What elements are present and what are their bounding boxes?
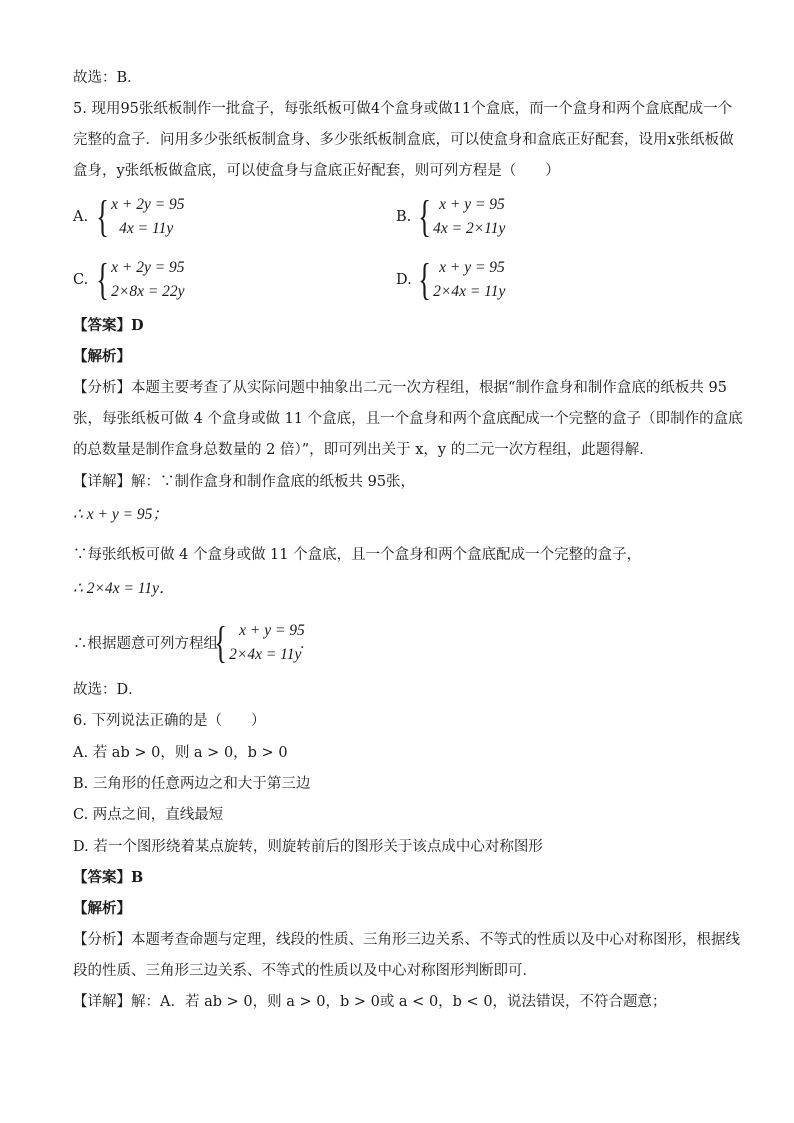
detail-6-line-1: 【详解】解：A．若 ab > 0，则 a > 0，b > 0或 a < 0，b < 0，说法错误，不符合题意； — [73, 994, 667, 1010]
answer-system-row-2: 2×4x = 11y — [229, 646, 302, 663]
brace-icon: { — [96, 192, 109, 241]
because-line: ∵每张纸板可做 4 个盒身或做 11 个盒底，且一个盒身和两个盒底配成一个完整的盒子， — [73, 547, 642, 563]
option-d-row-2: 2×4x = 11y — [433, 283, 506, 300]
option-a-label: A. — [73, 209, 89, 225]
question-6-option-d: D. 若一个图形绕着某点旋转，则旋转前后的图形关于该点成中心对称图形 — [73, 839, 543, 855]
analysis-5-line-2: 张，每张纸板可做 4 个盒身或做 11 个盒底，且一个盒身和两个盒底配成一个完整的盒子（即制作的盒底 — [73, 411, 743, 427]
system-end: ． — [300, 636, 315, 652]
analysis-5-line-3: 的总数量是制作盒身总数量的 2 倍）”，即可列出关于 x，y 的二元一次方程组，此题得解． — [73, 442, 654, 458]
analysis-5-line-1: 【分析】本题主要考查了从实际问题中抽象出二元一次方程组，根据“制作盒身和制作盒底的纸板共 95 — [73, 380, 727, 396]
answer-5: 【答案】D — [73, 317, 144, 334]
option-d-row-1: x + y = 95 — [439, 259, 505, 276]
analysis-6-line-1: 【分析】本题考查命题与定理，线段的性质、三角形三边关系、不等式的性质以及中心对称图形，根据线 — [73, 932, 740, 948]
brace-icon: { — [96, 255, 109, 304]
equation-2: ∴ 2×4x = 11y． — [73, 580, 175, 597]
question-6: 6. 下列说法正确的是（ ） — [73, 713, 266, 729]
question-6-option-c: C. 两点之间，直线最短 — [73, 807, 224, 823]
question-5-line-3: 盒身，y张纸板做盒底，可以使盒身与盒底正好配套，则可列方程是（ ） — [73, 163, 560, 179]
answer-line-2: 故选：D． — [73, 682, 143, 698]
answer-line: 故选：B． — [73, 70, 142, 86]
system-prefix: ∴根据题意可列方程组 — [73, 636, 218, 652]
brace-icon: { — [418, 192, 431, 241]
analysis-6-heading: 【解析】 — [73, 900, 131, 917]
brace-icon: { — [418, 255, 431, 304]
question-5-line-2: 完整的盒子．问用多少张纸板制盒身、多少张纸板制盒底，可以使盒身和盒底正好配套，设用x张纸板做 — [73, 132, 734, 148]
option-c-label: C. — [73, 272, 89, 288]
option-d-label: D. — [396, 272, 412, 288]
option-c-row-2: 2×8x = 22y — [111, 283, 185, 300]
analysis-5-heading: 【解析】 — [73, 348, 131, 365]
option-c-row-1: x + 2y = 95 — [111, 259, 185, 276]
option-c-system — [92, 256, 185, 304]
option-b-row-2: 4x = 2×11y — [433, 220, 506, 237]
option-b-system — [414, 193, 505, 241]
option-d-system — [414, 256, 505, 304]
answer-6: 【答案】B — [73, 869, 144, 886]
brace-icon: { — [214, 618, 227, 667]
option-a-system — [92, 193, 185, 241]
analysis-6-line-2: 段的性质、三角形三边关系、不等式的性质以及中心对称图形判断即可． — [73, 963, 537, 979]
equation-1: ∴ x + y = 95； — [73, 506, 168, 523]
question-6-option-a: A. 若 ab > 0，则 a > 0，b > 0 — [73, 745, 288, 761]
detail-5-line-1: 【详解】解：∵制作盒身和制作盒底的纸板共 95张， — [73, 474, 416, 490]
question-6-option-b: B. 三角形的任意两边之和大于第三边 — [73, 776, 311, 792]
question-5-line-1: 5. 现用95张纸板制作一批盒子，每张纸板可做4个盒身或做11个盒底，而一个盒身和两个盒底配成一个 — [73, 101, 733, 117]
answer-system-row-1: x + y = 95 — [239, 622, 305, 639]
option-a-row-2: 4x = 11y — [119, 220, 174, 237]
answer-system — [210, 619, 305, 667]
option-b-label: B. — [396, 209, 412, 225]
option-b-row-1: x + y = 95 — [439, 196, 505, 213]
option-a-row-1: x + 2y = 95 — [111, 196, 185, 213]
